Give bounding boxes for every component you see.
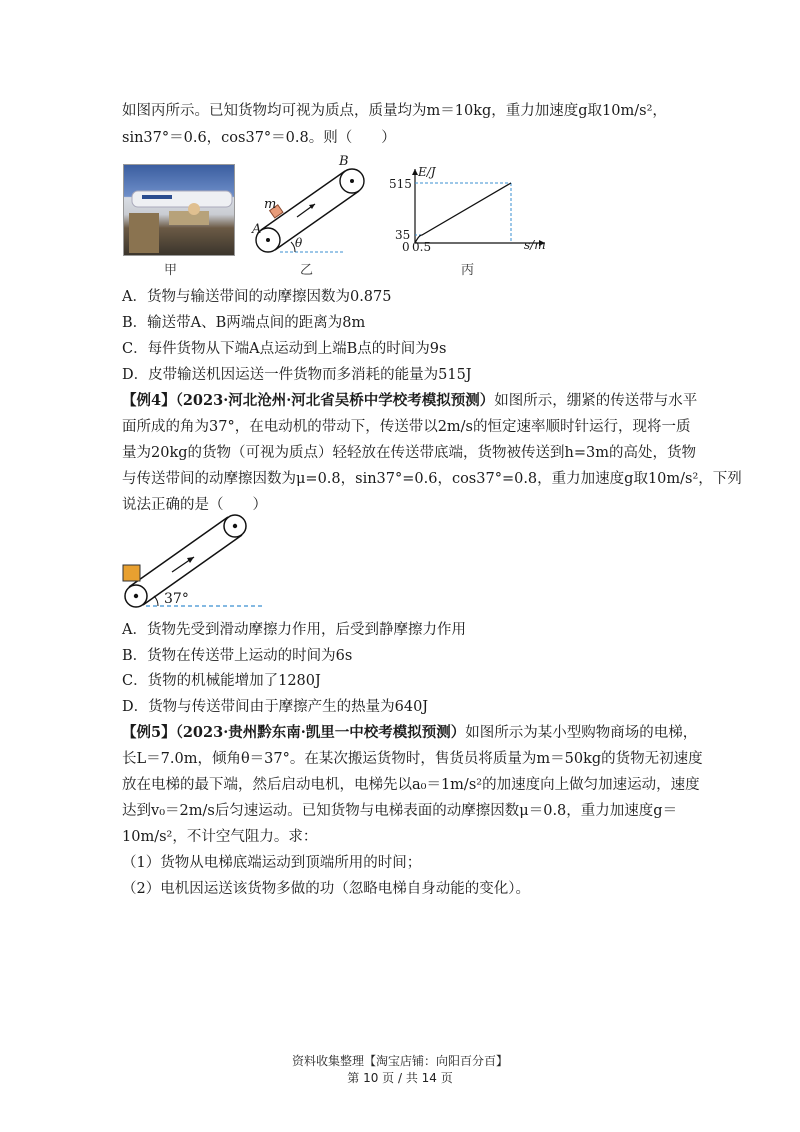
ex4-source: （2023·河北沧州·河北省吴桥中学校考模拟预测） bbox=[175, 392, 495, 409]
footer-page-number: 第 10 页 / 共 14 页 bbox=[347, 1071, 453, 1085]
label-m: m bbox=[264, 197, 277, 212]
graph-tick-0: 0 bbox=[402, 240, 410, 254]
label-B: B bbox=[339, 154, 349, 169]
intro-line-1: 如图丙所示。已知货物均可视为质点，质量均为m＝10kg，重力加速度g取10m/s²， bbox=[122, 103, 667, 119]
ex4-line-2: 面所成的角为37°，在电动机的带动下，传送带以2m/s的恒定速率顺时针运行，现将一质 bbox=[122, 419, 691, 435]
footer-source: 资料收集整理【淘宝店铺：向阳百分百】 bbox=[291, 1054, 508, 1068]
graph-tick-05: 0.5 bbox=[412, 240, 432, 254]
ex4-option-a: A．货物先受到滑动摩擦力作用，后受到静摩擦力作用 bbox=[122, 622, 466, 638]
photo-jia-art bbox=[124, 165, 234, 255]
graph-tick-515: 515 bbox=[389, 177, 412, 191]
label-theta: θ bbox=[295, 236, 303, 250]
ex5-source: （2023·贵州黔东南·凯里一中校考模拟预测） bbox=[175, 724, 466, 741]
caption-yi: 乙 bbox=[300, 263, 314, 278]
ex5-line-5: 10m/s²，不计空气阻力。求： bbox=[122, 829, 318, 845]
ex4-line-5: 说法正确的是（ ） bbox=[122, 497, 267, 513]
caption-bing: 丙 bbox=[461, 263, 475, 278]
ex4-option-c: C．货物的机械能增加了1280J bbox=[122, 673, 321, 689]
ex4-option-d: D．货物与传送带间由于摩擦产生的热量为640J bbox=[122, 699, 429, 715]
ex4-option-b: B．货物在传送带上运动的时间为6s bbox=[122, 648, 353, 664]
graph-tick-35: 35 bbox=[395, 228, 411, 242]
q3-option-a: A．货物与输送带间的动摩擦因数为0.875 bbox=[122, 289, 392, 305]
q3-option-d: D．皮带输送机因运送一件货物而多消耗的能量为515J bbox=[122, 367, 472, 383]
caption-jia: 甲 bbox=[164, 263, 178, 278]
ex4-angle-label: 37° bbox=[164, 591, 189, 607]
ex5-question-1: （1）货物从电梯底端运动到顶端所用的时间； bbox=[122, 855, 422, 871]
q3-option-b: B．输送带A、B两端点间的距离为8m bbox=[122, 315, 366, 331]
ex4-conveyor-diagram bbox=[120, 510, 270, 612]
ex5-line-1 bbox=[122, 723, 697, 743]
ex4-line-4: 与传送带间的动摩擦因数为μ=0.8，sin37°=0.6，cos37°=0.8，重力加速度g取10m/s²，下列 bbox=[122, 471, 742, 487]
graph-xlabel: s/m bbox=[524, 238, 546, 252]
q3-option-c: C．每件货物从下端A点运动到上端B点的时间为9s bbox=[122, 341, 447, 357]
ex5-line-1-text: 如图所示为某小型购物商场的电梯， bbox=[465, 725, 698, 741]
ex4-line-1-text: 如图所示，绷紧的传送带与水平 bbox=[494, 393, 698, 409]
ex4-line-3: 量为20kg的货物（可视为质点）轻轻放在传送带底端，货物被传送到h=3m的高处，货物 bbox=[122, 445, 696, 461]
ex5-line-3: 放在电梯的最下端，然后启动电机，电梯先以a₀＝1m/s²的加速度向上做匀加速运动，速度 bbox=[122, 777, 700, 793]
ex5-question-2: （2）电机因运送该货物多做的功（忽略电梯自身动能的变化）。 bbox=[122, 881, 530, 897]
ex5-line-2: 长L＝7.0m，倾角θ＝37°。在某次搬运货物时，售货员将质量为m＝50kg的货物无初速度 bbox=[122, 751, 703, 767]
ex5-tag: 【例5】 bbox=[122, 724, 176, 741]
label-A: A bbox=[252, 222, 262, 237]
ex5-line-4: 达到v₀＝2m/s后匀速运动。已知货物与电梯表面的动摩擦因数μ＝0.8，重力加速度g＝ bbox=[122, 803, 678, 819]
photo-jia bbox=[123, 164, 235, 256]
intro-line-2: sin37°＝0.6，cos37°＝0.8。则（ ） bbox=[122, 130, 396, 146]
ex4-tag: 【例4】 bbox=[122, 392, 176, 409]
ex4-line-1 bbox=[122, 391, 697, 411]
graph-ylabel: E/J bbox=[418, 165, 436, 179]
